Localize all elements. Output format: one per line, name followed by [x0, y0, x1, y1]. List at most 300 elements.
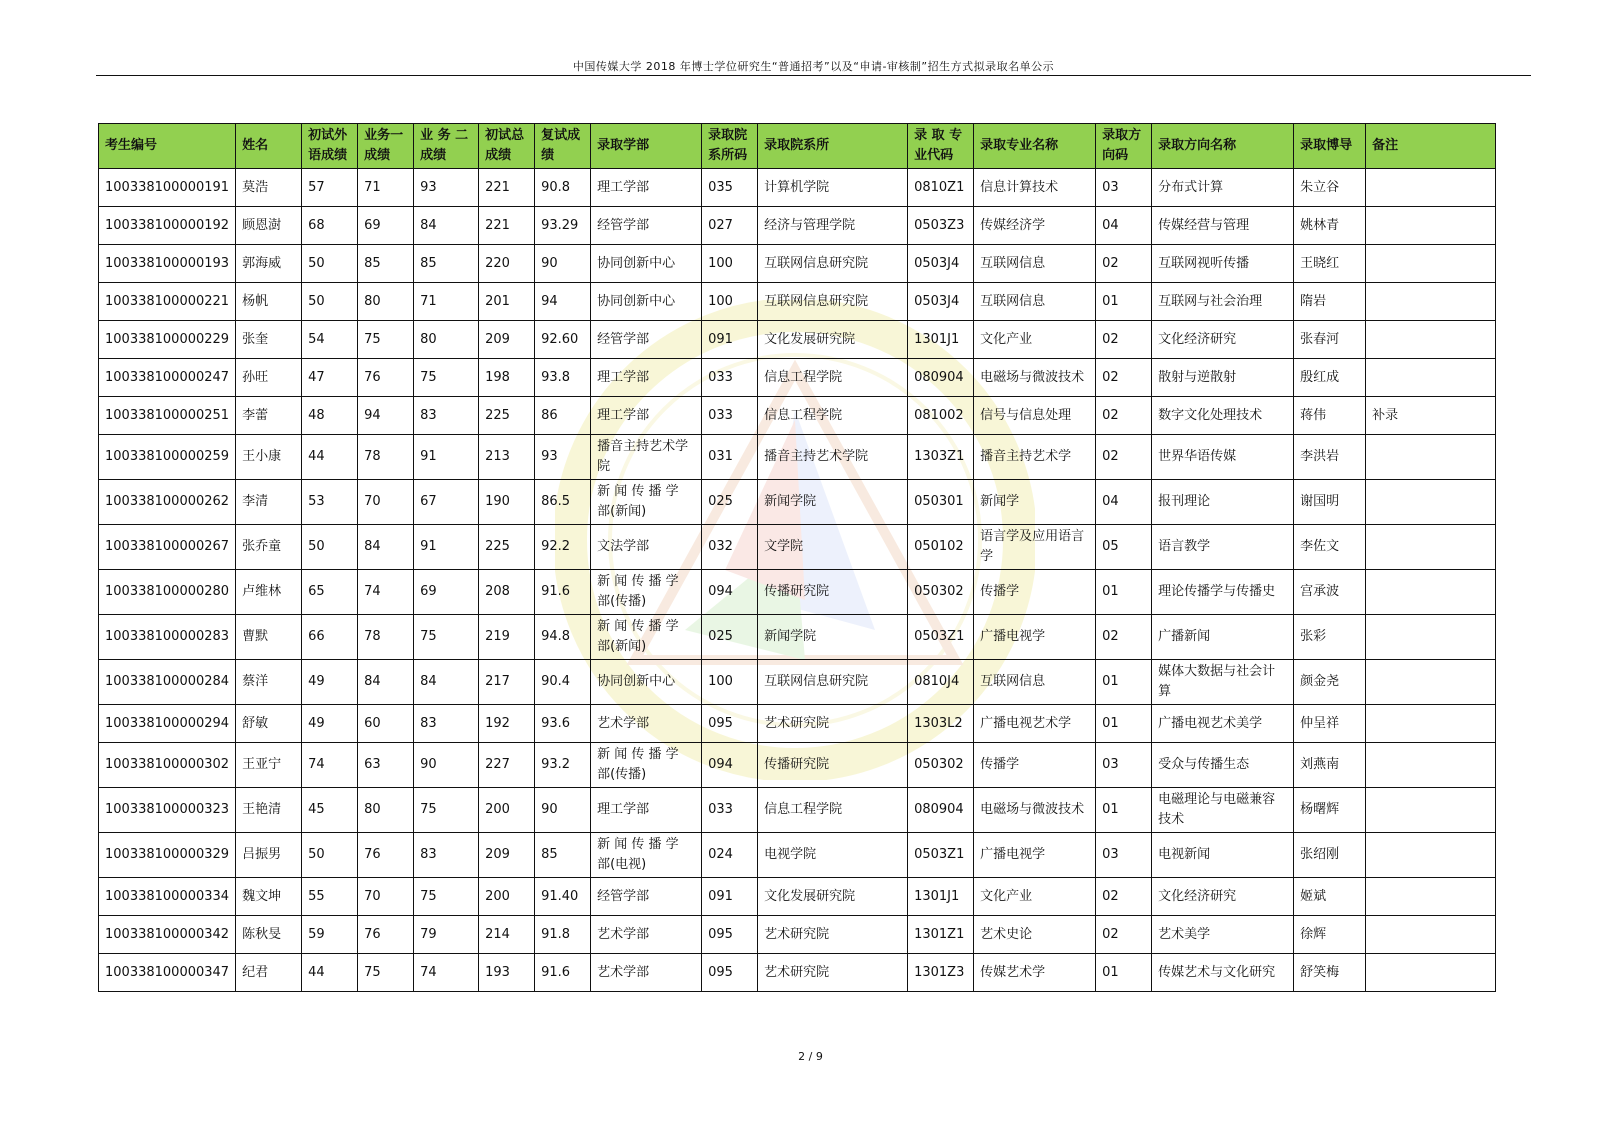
table-cell: 散射与逆散射	[1152, 359, 1294, 397]
table-cell: 信息工程学院	[758, 397, 908, 435]
table-cell: 传播学	[974, 570, 1096, 615]
table-row	[99, 359, 1496, 397]
table-cell: 李清	[236, 480, 302, 525]
table-cell: 01	[1096, 570, 1152, 615]
table-cell: 李蕾	[236, 397, 302, 435]
table-cell: 经管学部	[591, 207, 702, 245]
table-cell: 94	[535, 283, 591, 321]
column-header: 复试成绩	[535, 124, 591, 169]
table-cell: 74	[302, 743, 358, 788]
table-cell: 100338100000283	[99, 615, 236, 660]
table-cell: 76	[358, 916, 414, 954]
table-cell: 协同创新中心	[591, 660, 702, 705]
page-header-title: 中国传媒大学 2018 年博士学位研究生“普通招考”以及“申请-审核制”招生方式拟录取名单公示	[572, 60, 1055, 73]
table-cell: 095	[702, 954, 758, 992]
table-cell: 李洪岩	[1294, 435, 1366, 480]
table-cell: 49	[302, 660, 358, 705]
table-cell	[1366, 615, 1496, 660]
table-cell: 80	[414, 321, 479, 359]
table-cell: 080904	[908, 788, 974, 833]
table-row	[99, 283, 1496, 321]
table-cell: 0503J4	[908, 283, 974, 321]
table-cell: 分布式计算	[1152, 169, 1294, 207]
table-cell: 01	[1096, 788, 1152, 833]
table-cell: 48	[302, 397, 358, 435]
table-cell: 顾恩澍	[236, 207, 302, 245]
table-cell: 75	[414, 615, 479, 660]
table-cell: 互联网视听传播	[1152, 245, 1294, 283]
table-cell: 播音主持艺术学	[974, 435, 1096, 480]
table-cell: 86.5	[535, 480, 591, 525]
table-cell: 50	[302, 525, 358, 570]
table-cell: 经济与管理学院	[758, 207, 908, 245]
table-cell: 新 闻 传 播 学 部(传播)	[591, 570, 702, 615]
table-cell: 85	[358, 245, 414, 283]
column-header: 业 务 二成绩	[414, 124, 479, 169]
column-header: 录取院系所	[758, 124, 908, 169]
table-cell: 83	[414, 705, 479, 743]
table-cell: 互联网信息研究院	[758, 245, 908, 283]
table-cell: 广播电视艺术美学	[1152, 705, 1294, 743]
table-cell: 025	[702, 480, 758, 525]
table-cell: 050102	[908, 525, 974, 570]
table-cell: 02	[1096, 397, 1152, 435]
table-cell	[1366, 245, 1496, 283]
table-cell: 0503Z3	[908, 207, 974, 245]
table-row	[99, 954, 1496, 992]
table-cell: 0810Z1	[908, 169, 974, 207]
table-cell: 50	[302, 283, 358, 321]
table-cell: 78	[358, 435, 414, 480]
column-header: 录取方向码	[1096, 124, 1152, 169]
table-cell	[1366, 435, 1496, 480]
table-cell: 93.29	[535, 207, 591, 245]
table-cell: 02	[1096, 359, 1152, 397]
table-row	[99, 833, 1496, 878]
table-row	[99, 615, 1496, 660]
table-cell: 电磁理论与电磁兼容技术	[1152, 788, 1294, 833]
table-cell: 100338100000191	[99, 169, 236, 207]
table-cell: 75	[358, 954, 414, 992]
table-cell: 74	[414, 954, 479, 992]
table-cell: 80	[358, 788, 414, 833]
table-cell: 理工学部	[591, 359, 702, 397]
table-cell: 220	[479, 245, 535, 283]
table-row	[99, 397, 1496, 435]
table-cell: 02	[1096, 916, 1152, 954]
table-cell: 受众与传播生态	[1152, 743, 1294, 788]
table-cell: 050301	[908, 480, 974, 525]
table-cell: 091	[702, 878, 758, 916]
table-cell: 艺术学部	[591, 705, 702, 743]
table-cell: 朱立谷	[1294, 169, 1366, 207]
table-cell: 补录	[1366, 397, 1496, 435]
table-cell: 100338100000280	[99, 570, 236, 615]
table-header-row	[99, 124, 1496, 169]
table-cell: 信号与信息处理	[974, 397, 1096, 435]
table-cell: 数字文化处理技术	[1152, 397, 1294, 435]
table-cell: 魏文坤	[236, 878, 302, 916]
table-cell: 60	[358, 705, 414, 743]
table-cell: 谢国明	[1294, 480, 1366, 525]
table-cell: 53	[302, 480, 358, 525]
table-cell: 舒敏	[236, 705, 302, 743]
table-cell: 93.8	[535, 359, 591, 397]
table-cell: 095	[702, 705, 758, 743]
table-cell	[1366, 359, 1496, 397]
table-cell: 91.40	[535, 878, 591, 916]
table-cell: 100	[702, 660, 758, 705]
table-cell: 文化发展研究院	[758, 321, 908, 359]
table-cell: 68	[302, 207, 358, 245]
table-cell: 艺术研究院	[758, 705, 908, 743]
table-row	[99, 525, 1496, 570]
table-cell: 文化经济研究	[1152, 321, 1294, 359]
table-cell: 93.6	[535, 705, 591, 743]
table-cell: 67	[414, 480, 479, 525]
table-cell: 李佐文	[1294, 525, 1366, 570]
table-cell: 0503Z1	[908, 615, 974, 660]
table-cell: 100338100000342	[99, 916, 236, 954]
table-cell: 100338100000302	[99, 743, 236, 788]
table-cell: 57	[302, 169, 358, 207]
table-cell: 传媒经营与管理	[1152, 207, 1294, 245]
table-cell: 刘燕南	[1294, 743, 1366, 788]
table-cell: 互联网信息研究院	[758, 660, 908, 705]
table-cell: 03	[1096, 833, 1152, 878]
table-cell: 语言学及应用语言学	[974, 525, 1096, 570]
table-cell: 0503Z1	[908, 833, 974, 878]
table-cell: 殷红成	[1294, 359, 1366, 397]
table-cell: 221	[479, 169, 535, 207]
table-cell: 63	[358, 743, 414, 788]
table-cell: 75	[358, 321, 414, 359]
table-cell: 100338100000323	[99, 788, 236, 833]
table-cell: 王晓红	[1294, 245, 1366, 283]
table-cell: 84	[358, 525, 414, 570]
table-cell: 190	[479, 480, 535, 525]
table-cell: 84	[414, 207, 479, 245]
table-cell: 45	[302, 788, 358, 833]
table-cell: 71	[414, 283, 479, 321]
table-cell	[1366, 954, 1496, 992]
table-cell: 024	[702, 833, 758, 878]
table-cell: 新 闻 传 播 学 部(传播)	[591, 743, 702, 788]
table-cell: 01	[1096, 660, 1152, 705]
table-cell: 传媒艺术学	[974, 954, 1096, 992]
column-header: 录取专业名称	[974, 124, 1096, 169]
table-cell: 播音主持艺术学院	[591, 435, 702, 480]
table-cell: 颜金尧	[1294, 660, 1366, 705]
table-cell: 文化发展研究院	[758, 878, 908, 916]
table-cell: 莫浩	[236, 169, 302, 207]
table-cell: 互联网信息	[974, 660, 1096, 705]
table-cell: 74	[358, 570, 414, 615]
table-cell: 艺术学部	[591, 954, 702, 992]
table-cell: 70	[358, 480, 414, 525]
table-cell: 59	[302, 916, 358, 954]
table-row	[99, 916, 1496, 954]
table-cell: 081002	[908, 397, 974, 435]
table-cell: 50	[302, 833, 358, 878]
table-cell: 语言教学	[1152, 525, 1294, 570]
table-cell: 世界华语传媒	[1152, 435, 1294, 480]
table-cell: 91	[414, 525, 479, 570]
table-cell: 198	[479, 359, 535, 397]
table-cell: 75	[414, 359, 479, 397]
column-header: 初试外语成绩	[302, 124, 358, 169]
table-cell: 卢维林	[236, 570, 302, 615]
table-cell: 孙旺	[236, 359, 302, 397]
table-cell: 02	[1096, 615, 1152, 660]
table-cell: 90.8	[535, 169, 591, 207]
table-cell	[1366, 525, 1496, 570]
table-cell: 100338100000329	[99, 833, 236, 878]
table-cell: 电视新闻	[1152, 833, 1294, 878]
table-cell: 100338100000192	[99, 207, 236, 245]
column-header: 录取博导	[1294, 124, 1366, 169]
table-cell: 94.8	[535, 615, 591, 660]
table-cell	[1366, 743, 1496, 788]
table-cell: 209	[479, 321, 535, 359]
table-cell: 85	[535, 833, 591, 878]
column-header: 录取院系所码	[702, 124, 758, 169]
table-row	[99, 788, 1496, 833]
table-cell: 84	[414, 660, 479, 705]
header-rule	[96, 75, 1531, 76]
table-cell	[1366, 833, 1496, 878]
table-cell: 广播电视学	[974, 833, 1096, 878]
table-cell: 100338100000229	[99, 321, 236, 359]
table-cell: 75	[414, 788, 479, 833]
table-cell: 05	[1096, 525, 1152, 570]
table-cell: 90	[535, 245, 591, 283]
table-cell: 01	[1096, 283, 1152, 321]
table-cell: 100338100000259	[99, 435, 236, 480]
table-cell: 宫承波	[1294, 570, 1366, 615]
table-cell: 83	[414, 833, 479, 878]
table-cell: 100338100000193	[99, 245, 236, 283]
table-row	[99, 321, 1496, 359]
table-cell: 47	[302, 359, 358, 397]
table-cell: 91	[414, 435, 479, 480]
table-cell: 理论传播学与传播史	[1152, 570, 1294, 615]
table-cell: 艺术研究院	[758, 954, 908, 992]
table-cell	[1366, 570, 1496, 615]
table-cell: 1301J1	[908, 878, 974, 916]
table-cell: 91.8	[535, 916, 591, 954]
table-cell: 互联网信息	[974, 283, 1096, 321]
admission-table	[98, 123, 1496, 992]
table-cell: 蔡洋	[236, 660, 302, 705]
table-cell: 01	[1096, 705, 1152, 743]
table-cell: 张乔童	[236, 525, 302, 570]
table-cell: 025	[702, 615, 758, 660]
table-cell: 100338100000221	[99, 283, 236, 321]
table-cell: 050302	[908, 570, 974, 615]
table-cell: 100338100000347	[99, 954, 236, 992]
table-row	[99, 878, 1496, 916]
table-cell: 文法学部	[591, 525, 702, 570]
table-cell: 44	[302, 435, 358, 480]
table-cell: 03	[1096, 743, 1152, 788]
table-cell: 213	[479, 435, 535, 480]
table-cell: 04	[1096, 207, 1152, 245]
table-cell: 094	[702, 743, 758, 788]
table-cell: 播音主持艺术学院	[758, 435, 908, 480]
table-cell	[1366, 321, 1496, 359]
table-cell: 文化产业	[974, 321, 1096, 359]
table-cell: 杨曙辉	[1294, 788, 1366, 833]
table-cell: 1303Z1	[908, 435, 974, 480]
page-number: 2 / 9	[798, 1050, 823, 1063]
table-cell: 227	[479, 743, 535, 788]
table-cell: 76	[358, 359, 414, 397]
table-cell: 王艳清	[236, 788, 302, 833]
table-cell: 新 闻 传 播 学 部(电视)	[591, 833, 702, 878]
table-cell: 033	[702, 788, 758, 833]
table-cell: 76	[358, 833, 414, 878]
table-cell: 91.6	[535, 954, 591, 992]
table-cell: 92.60	[535, 321, 591, 359]
table-cell: 文化产业	[974, 878, 1096, 916]
table-cell	[1366, 916, 1496, 954]
table-cell: 0503J4	[908, 245, 974, 283]
table-cell: 传播学	[974, 743, 1096, 788]
table-cell: 舒笑梅	[1294, 954, 1366, 992]
table-cell: 79	[414, 916, 479, 954]
table-cell: 张春河	[1294, 321, 1366, 359]
table-cell	[1366, 705, 1496, 743]
table-cell: 蒋伟	[1294, 397, 1366, 435]
column-header: 初试总成绩	[479, 124, 535, 169]
column-header: 备注	[1366, 124, 1496, 169]
table-cell: 02	[1096, 878, 1152, 916]
table-cell: 100338100000251	[99, 397, 236, 435]
table-cell: 219	[479, 615, 535, 660]
table-cell: 信息工程学院	[758, 359, 908, 397]
table-cell: 93.2	[535, 743, 591, 788]
table-cell: 理工学部	[591, 788, 702, 833]
column-header: 业务一成绩	[358, 124, 414, 169]
table-cell: 张绍刚	[1294, 833, 1366, 878]
table-cell: 100338100000294	[99, 705, 236, 743]
table-cell: 仲呈祥	[1294, 705, 1366, 743]
column-header: 录取方向名称	[1152, 124, 1294, 169]
table-cell: 互联网与社会治理	[1152, 283, 1294, 321]
table-cell: 84	[358, 660, 414, 705]
table-cell: 新闻学	[974, 480, 1096, 525]
table-cell: 080904	[908, 359, 974, 397]
table-row	[99, 570, 1496, 615]
table-cell: 214	[479, 916, 535, 954]
table-cell: 44	[302, 954, 358, 992]
table-row	[99, 169, 1496, 207]
table-cell: 纪君	[236, 954, 302, 992]
table-cell: 1301J1	[908, 321, 974, 359]
table-cell: 协同创新中心	[591, 245, 702, 283]
table-cell: 新闻学院	[758, 615, 908, 660]
column-header: 姓名	[236, 124, 302, 169]
table-cell: 新 闻 传 播 学 部(新闻)	[591, 480, 702, 525]
table-cell: 姚林青	[1294, 207, 1366, 245]
table-cell: 85	[414, 245, 479, 283]
table-cell: 电磁场与微波技术	[974, 788, 1096, 833]
table-row	[99, 743, 1496, 788]
table-cell: 65	[302, 570, 358, 615]
table-cell: 49	[302, 705, 358, 743]
table-cell: 75	[414, 878, 479, 916]
table-cell: 曹默	[236, 615, 302, 660]
table-cell: 理工学部	[591, 169, 702, 207]
column-header: 考生编号	[99, 124, 236, 169]
table-cell: 100338100000334	[99, 878, 236, 916]
table-cell: 100338100000284	[99, 660, 236, 705]
table-cell	[1366, 207, 1496, 245]
table-cell: 208	[479, 570, 535, 615]
table-cell: 文化经济研究	[1152, 878, 1294, 916]
table-cell: 78	[358, 615, 414, 660]
table-cell: 艺术美学	[1152, 916, 1294, 954]
table-cell: 张彩	[1294, 615, 1366, 660]
table-cell: 86	[535, 397, 591, 435]
table-cell: 王亚宁	[236, 743, 302, 788]
table-cell: 050302	[908, 743, 974, 788]
table-cell	[1366, 660, 1496, 705]
table-cell: 艺术史论	[974, 916, 1096, 954]
table-cell: 90.4	[535, 660, 591, 705]
table-cell: 221	[479, 207, 535, 245]
table-cell: 031	[702, 435, 758, 480]
table-cell	[1366, 169, 1496, 207]
table-cell: 83	[414, 397, 479, 435]
table-cell: 传媒经济学	[974, 207, 1096, 245]
table-cell: 201	[479, 283, 535, 321]
table-cell: 091	[702, 321, 758, 359]
table-cell: 55	[302, 878, 358, 916]
table-cell: 1301Z3	[908, 954, 974, 992]
table-cell: 90	[535, 788, 591, 833]
table-cell: 经管学部	[591, 321, 702, 359]
table-body	[99, 169, 1496, 992]
table-cell: 93	[535, 435, 591, 480]
table-cell: 100	[702, 245, 758, 283]
table-cell: 69	[358, 207, 414, 245]
table-cell: 192	[479, 705, 535, 743]
table-cell: 传播研究院	[758, 570, 908, 615]
table-cell: 93	[414, 169, 479, 207]
table-row	[99, 705, 1496, 743]
table-cell: 新 闻 传 播 学 部(新闻)	[591, 615, 702, 660]
table-cell: 报刊理论	[1152, 480, 1294, 525]
table-cell: 66	[302, 615, 358, 660]
table-cell: 文学院	[758, 525, 908, 570]
table-cell	[1366, 480, 1496, 525]
table-cell: 100338100000267	[99, 525, 236, 570]
table-cell: 200	[479, 788, 535, 833]
table-row	[99, 435, 1496, 480]
table-cell: 095	[702, 916, 758, 954]
table-cell: 03	[1096, 169, 1152, 207]
table-cell: 094	[702, 570, 758, 615]
column-header: 录 取 专业代码	[908, 124, 974, 169]
table-cell: 02	[1096, 321, 1152, 359]
table-cell: 徐辉	[1294, 916, 1366, 954]
table-row	[99, 207, 1496, 245]
table-cell: 90	[414, 743, 479, 788]
table-cell: 计算机学院	[758, 169, 908, 207]
table-cell: 姬斌	[1294, 878, 1366, 916]
